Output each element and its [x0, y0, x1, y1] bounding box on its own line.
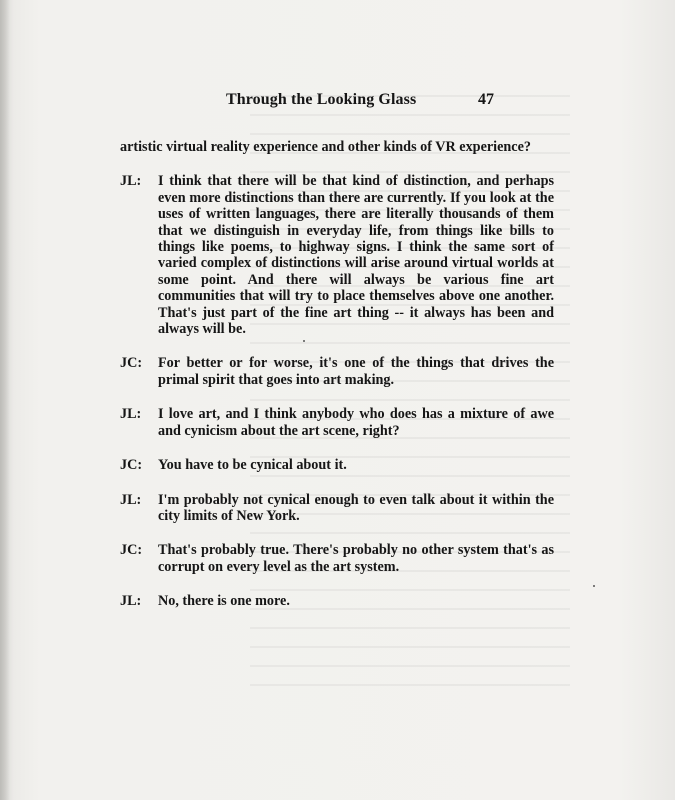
paper-speck: [593, 585, 595, 587]
dialogue-paragraph: [120, 457, 554, 473]
speaker-label: JC:: [120, 355, 143, 372]
dialogue-paragraph: [120, 492, 554, 525]
dialogue-text: That's probably true. There's probably no other system that's as corrupt on every level as the art system.: [158, 542, 554, 575]
dialogue-text: You have to be cynical about it.: [158, 457, 347, 474]
dialogue-text: I'm probably not cynical enough to even talk about it within the city limits of New York.: [158, 491, 554, 524]
speaker-label: JC:: [120, 457, 143, 474]
dialogue-paragraph: [120, 542, 554, 575]
speaker-label: JL:: [120, 593, 142, 610]
dialogue-paragraph: [120, 406, 554, 439]
speaker-label: JL:: [120, 173, 142, 190]
dialogue-paragraph: [120, 173, 554, 337]
paragraph-continuation: artistic virtual reality experience and other kinds of VR experience?: [120, 139, 531, 155]
page-number: 47: [478, 91, 494, 108]
speaker-label: JL:: [120, 491, 142, 508]
dialogue-text: I think that there will be that kind of distinction, and perhaps even more distinctions than there are currently. If you look at the uses of written languages, there are literally thousands of them that we distinguish in everyday life, from things like bills to things like poems, to highway signs. I think the same sort of varied complex of distinctions will arise around virtual worlds at some point. And there will always be various fine art communities that will try to place themselves above one another. That's just part of the fine art thing -- it always has been and always will be.: [158, 173, 554, 338]
dialogue-text: No, there is one more.: [158, 593, 290, 610]
paper-speck: [303, 340, 305, 342]
speaker-label: JC:: [120, 542, 143, 559]
dialogue-text: I love art, and I think anybody who does has a mixture of awe and cynicism about the art scene, right?: [158, 406, 554, 439]
dialogue-text: For better or for worse, it's one of the things that drives the primal spirit that goes into art making.: [158, 355, 554, 388]
page-gutter-shadow: [0, 0, 10, 800]
interview-body: [120, 139, 554, 610]
dialogue-paragraph: [120, 355, 554, 388]
dialogue-paragraph: [120, 593, 554, 609]
running-header-title: Through the Looking Glass: [226, 91, 417, 108]
speaker-label: JL:: [120, 406, 142, 423]
